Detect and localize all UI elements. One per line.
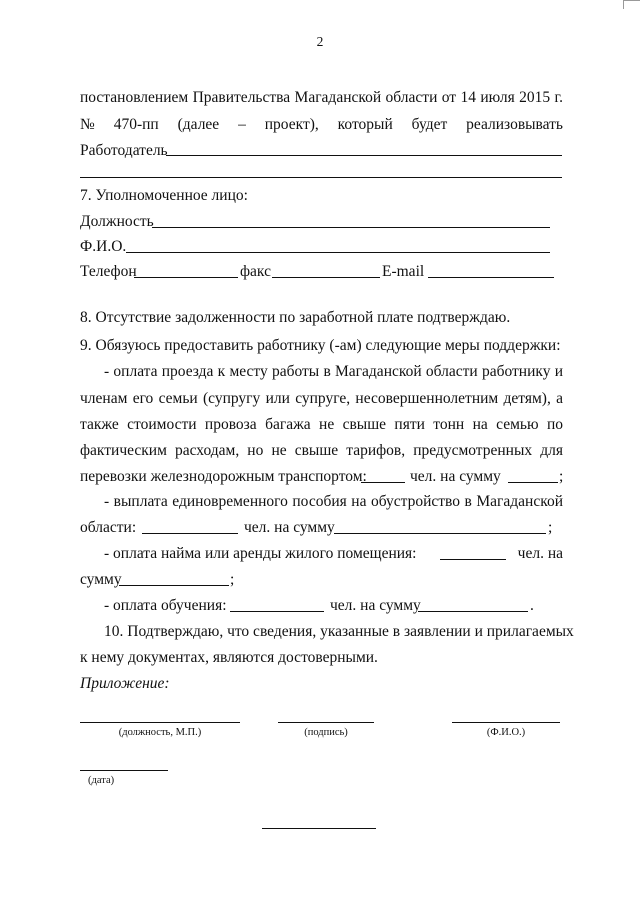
allowance-line-2: области: bbox=[80, 519, 137, 536]
travel-line-2: членам его семьи (супругу или супруге, несовершеннолетним детям), а bbox=[80, 390, 563, 407]
section-9-title: 9. Обязуюсь предоставить работнику (-ам) следующие меры поддержки: bbox=[80, 337, 561, 354]
fio-signature-field[interactable] bbox=[452, 722, 560, 723]
email-label: E-mail bbox=[382, 263, 425, 280]
fax-field[interactable] bbox=[272, 277, 380, 278]
intro-word: (далее bbox=[177, 116, 220, 133]
closing-rule bbox=[262, 828, 376, 829]
intro-word: проект), bbox=[264, 116, 319, 133]
position-signature-field[interactable] bbox=[80, 722, 240, 723]
page-number: 2 bbox=[316, 34, 324, 49]
housing-semicolon: ; bbox=[230, 571, 235, 588]
study-sum-field[interactable] bbox=[418, 611, 528, 612]
intro-word: будет bbox=[411, 116, 448, 133]
page-corner-mark bbox=[623, 0, 640, 9]
allowance-persons-field[interactable] bbox=[142, 533, 238, 534]
fio-label: Ф.И.О. bbox=[80, 238, 127, 255]
employer-field[interactable] bbox=[166, 155, 562, 156]
allowance-persons-label: чел. на сумму bbox=[244, 519, 335, 536]
section-10-line-1: 10. Подтверждаю, что сведения, указанные в заявлении и прилагаемых bbox=[104, 623, 574, 640]
travel-sum-field[interactable] bbox=[508, 482, 558, 483]
fio-field[interactable] bbox=[126, 252, 550, 253]
housing-line-1: - оплата найма или аренды жилого помещения: bbox=[104, 545, 417, 562]
travel-line-5: перевозки железнодорожным транспортом: bbox=[80, 468, 367, 485]
intro-word: № bbox=[80, 116, 95, 133]
employer-label: Работодатель bbox=[80, 142, 168, 159]
phone-field[interactable] bbox=[134, 277, 238, 278]
study-persons-label: чел. на сумму bbox=[330, 597, 421, 614]
travel-semicolon: ; bbox=[559, 468, 564, 485]
housing-line-2: сумму bbox=[80, 571, 122, 588]
position-field[interactable] bbox=[152, 227, 550, 228]
allowance-sum-field[interactable] bbox=[334, 533, 546, 534]
intro-word: который bbox=[337, 116, 393, 133]
housing-persons-field[interactable] bbox=[440, 559, 506, 560]
email-field[interactable] bbox=[428, 277, 554, 278]
travel-line-1: - оплата проезда к месту работы в Магаданской области работнику и bbox=[104, 363, 563, 380]
appendix-label: Приложение: bbox=[80, 675, 170, 692]
position-label: Должность bbox=[80, 213, 154, 230]
housing-sum-field[interactable] bbox=[119, 585, 229, 586]
section-10-line-2: к нему документах, являются достоверными. bbox=[80, 649, 378, 666]
section-8-text: 8. Отсутствие задолженности по заработной плате подтверждаю. bbox=[80, 309, 511, 326]
position-caption: (должность, М.П.) bbox=[118, 727, 202, 738]
study-period: . bbox=[530, 597, 534, 614]
study-line: - оплата обучения: bbox=[104, 597, 227, 614]
fio-caption: (Ф.И.О.) bbox=[486, 727, 526, 738]
intro-word: 470-пп bbox=[113, 116, 159, 133]
intro-line-2 bbox=[80, 115, 563, 135]
housing-persons-label: чел. на bbox=[517, 545, 563, 562]
travel-line-4: фактическим расходам, но не свыше тарифов, предусмотренных для bbox=[80, 442, 563, 459]
intro-word: – bbox=[238, 116, 246, 133]
allowance-semicolon: ; bbox=[548, 519, 553, 536]
section-7-title: 7. Уполномоченное лицо: bbox=[80, 187, 248, 204]
date-field[interactable] bbox=[80, 770, 168, 771]
signature-caption: (подпись) bbox=[304, 727, 348, 738]
fax-label: факс bbox=[240, 263, 271, 280]
intro-word: реализовывать bbox=[466, 116, 563, 133]
study-persons-field[interactable] bbox=[230, 611, 324, 612]
travel-persons-label: чел. на сумму bbox=[410, 468, 501, 485]
employer-field-line-2[interactable] bbox=[80, 177, 562, 178]
allowance-line-1: - выплата единовременного пособия на обустройство в Магаданской bbox=[104, 493, 563, 510]
signature-field[interactable] bbox=[278, 722, 374, 723]
date-caption: (дата) bbox=[88, 775, 115, 786]
intro-line-1: постановлением Правительства Магаданской области от 14 июля 2015 г. bbox=[80, 89, 563, 106]
travel-line-3: также стоимости провоза багажа не свыше пяти тонн на семью по bbox=[80, 416, 563, 433]
travel-persons-field[interactable] bbox=[361, 482, 405, 483]
phone-label: Телефон bbox=[80, 263, 137, 280]
